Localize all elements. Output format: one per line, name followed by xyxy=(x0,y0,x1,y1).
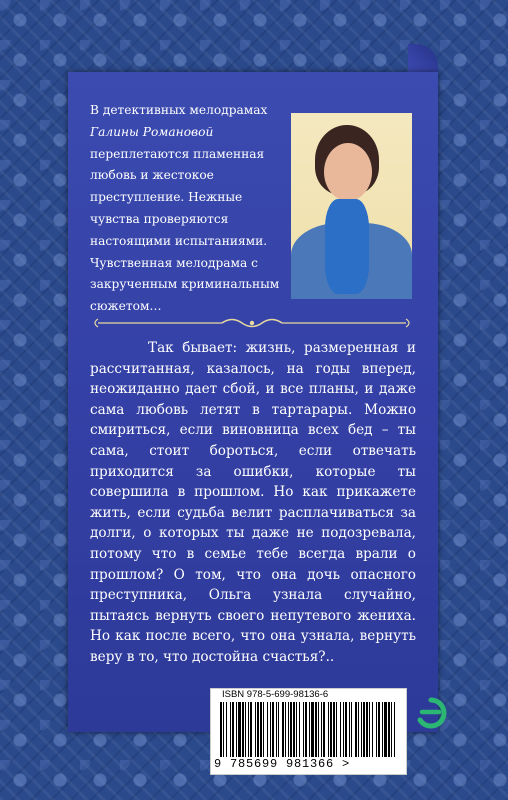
intro-paragraph xyxy=(90,100,286,318)
eksmo-logo-icon xyxy=(414,696,448,730)
blurb-text: Так бывает: жизнь, размеренная и рассчитанная, казалось, на годы вперед, неожиданно дает сбой, и все планы, и даже сама любовь летят в тартарары. Можно смириться, если виновница всех бед – ты сама, стоит бороться, если отвечать приходится за ошибки, которые ты совершила в прошлом. Но как прикажете жить, если судьба велит расплачиваться за долги, о которых ты даже не подозревала, потому что в семье тебе всегда врали о прошлом? О том, что она дочь опасного преступника, Ольга узнала случайно, пытаясь вернуть своего непутевого жениха. Но как после всего, что она узнала, вернуть веру в то, что достойна счастья?.. xyxy=(90,340,416,665)
page-curl-corner xyxy=(408,44,438,74)
isbn-label: ISBN 978-5-699-98136-6 xyxy=(222,689,329,700)
barcode-bars xyxy=(214,702,401,757)
ornamental-divider xyxy=(92,316,412,330)
ean-digits: 9 785699 981366 > xyxy=(214,757,351,771)
intro-line1: В детективных мелодрамах xyxy=(90,103,268,117)
author-photo xyxy=(291,113,412,299)
intro-rest: переплетаются пламенная любовь и жестокое преступление. Нежные чувства проверяются настоящими испытаниями. Чувственная мелодрама с закрученным криминальным сюжетом… xyxy=(90,146,280,314)
author-name: Галины Романовой xyxy=(90,124,214,139)
